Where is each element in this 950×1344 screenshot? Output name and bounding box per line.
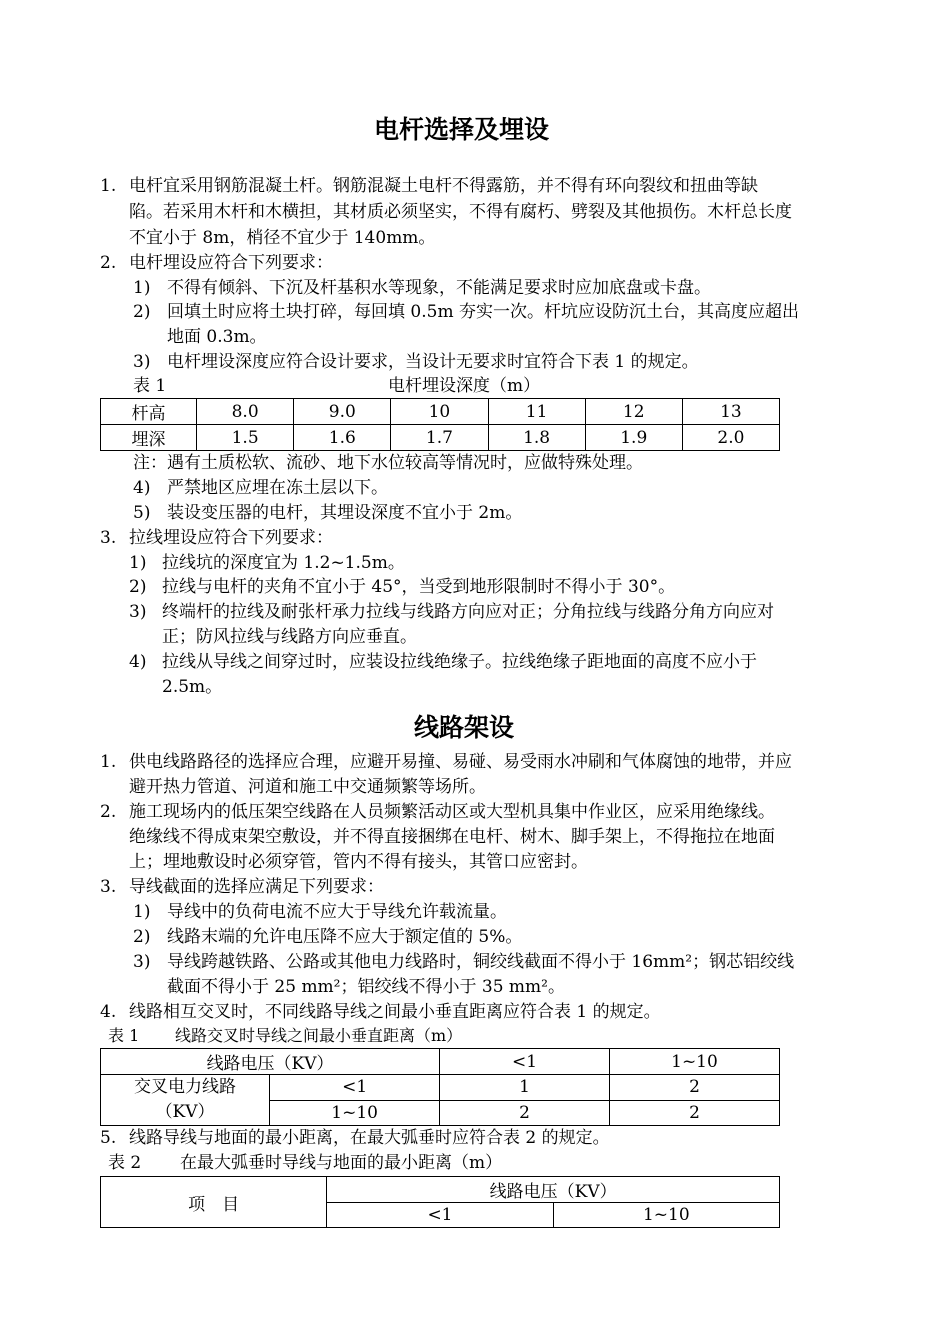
s1-item3-sub2-num: 2) bbox=[129, 577, 147, 597]
table3-label: 表 2 bbox=[108, 1153, 142, 1173]
table3-subheader-cell: <1 bbox=[327, 1203, 553, 1228]
s1-item2-sub4-num: 4) bbox=[133, 478, 151, 498]
s2-item3-sub3-line1: 导线跨越铁路、公路或其他电力线路时，铜绞线截面不得小于 16mm²；钢芯铝绞线 bbox=[167, 952, 795, 972]
table1-cell: 杆高 bbox=[101, 399, 197, 425]
s1-item1-line2: 陷。若采用木杆和木横担，其材质必须坚实，不得有腐朽、劈裂及其他损伤。木杆总长度 bbox=[129, 202, 792, 222]
table1-cell: 12 bbox=[585, 399, 682, 425]
s1-item3-sub2-text: 拉线与电杆的夹角不宜小于 45°，当受到地形限制时不得小于 30°。 bbox=[162, 577, 676, 597]
s2-item1-line2: 避开热力管道、河道和施工中交通频繁等场所。 bbox=[129, 777, 486, 797]
s2-item3-sub1-text: 导线中的负荷电流不应大于导线允许载流量。 bbox=[167, 902, 507, 922]
s1-item1-num: 1. bbox=[100, 176, 117, 196]
table3-caption: 在最大弧垂时导线与地面的最小距离（m） bbox=[180, 1153, 503, 1173]
s1-item1-line1: 电杆宜采用钢筋混凝土杆。钢筋混凝土电杆不得露筋，并不得有环向裂纹和扭曲等缺 bbox=[129, 176, 758, 196]
s1-item3-sub3-num: 3) bbox=[129, 602, 147, 622]
table1-note: 注：遇有土质松软、流砂、地下水位较高等情况时，应做特殊处理。 bbox=[133, 453, 643, 473]
s1-item2-sub3-num: 3) bbox=[133, 352, 151, 372]
table2-cell: 2 bbox=[609, 1075, 779, 1101]
table1-row bbox=[101, 399, 780, 425]
table1-cell: 1.9 bbox=[585, 425, 682, 451]
s1-item3-sub4-line2: 2.5m。 bbox=[162, 677, 223, 697]
s1-item2-sub3-text: 电杆埋设深度应符合设计要求，当设计无要求时宜符合下表 1 的规定。 bbox=[167, 352, 699, 372]
s1-item3-sub4-num: 4) bbox=[129, 652, 147, 672]
table2-cell: 1~10 bbox=[270, 1100, 440, 1126]
s1-item2-sub1-num: 1) bbox=[133, 278, 151, 298]
table1-cell: 1.5 bbox=[197, 425, 294, 451]
table3-item-header: 项 目 bbox=[101, 1177, 327, 1228]
table1-cell: 1.6 bbox=[294, 425, 391, 451]
table2-header-row bbox=[101, 1049, 780, 1075]
s1-item2-sub1-text: 不得有倾斜、下沉及杆基积水等现象，不能满足要求时应加底盘或卡盘。 bbox=[167, 278, 711, 298]
table1-label: 表 1 bbox=[133, 376, 167, 396]
s2-item4-num: 4. bbox=[100, 1002, 117, 1022]
s1-item2-sub2-line2: 地面 0.3m。 bbox=[167, 327, 267, 347]
s2-item2-line1: 施工现场内的低压架空线路在人员频繁活动区或大型机具集中作业区，应采用绝缘线。 bbox=[129, 802, 775, 822]
table2-cell: <1 bbox=[270, 1075, 440, 1101]
s1-item3-num: 3. bbox=[100, 528, 117, 548]
s2-item2-line3: 上；埋地敷设时必须穿管，管内不得有接头，其管口应密封。 bbox=[129, 852, 588, 872]
table1-cell: 1.8 bbox=[488, 425, 585, 451]
s2-item3-sub3-num: 3) bbox=[133, 952, 151, 972]
table1-cell: 10 bbox=[391, 399, 488, 425]
s1-item3-sub4-line1: 拉线从导线之间穿过时，应装设拉线绝缘子。拉线绝缘子距地面的高度不应小于 bbox=[162, 652, 757, 672]
table2-label: 表 1 bbox=[108, 1026, 140, 1045]
s1-item1-line3: 不宜小于 8m，梢径不宜少于 140mm。 bbox=[129, 228, 436, 248]
s1-item2-sub4-text: 严禁地区应埋在冻土层以下。 bbox=[167, 478, 388, 498]
table1-row bbox=[101, 425, 780, 451]
table2-row-label-line1: 交叉电力线路 bbox=[134, 1077, 237, 1097]
s2-item3-sub2-text: 线路末端的允许电压降不应大于额定值的 5%。 bbox=[167, 927, 523, 947]
table2-cell: 1 bbox=[440, 1075, 610, 1101]
s1-item3-sub1-num: 1) bbox=[129, 553, 147, 573]
s2-item3-sub2-num: 2) bbox=[133, 927, 151, 947]
table1-cell: 9.0 bbox=[294, 399, 391, 425]
table1-caption: 电杆埋设深度（m） bbox=[388, 376, 541, 396]
table2-row-label bbox=[101, 1075, 270, 1126]
s2-item5-num: 5. bbox=[100, 1128, 117, 1148]
table2-cell: 2 bbox=[440, 1100, 610, 1126]
table1-cell: 13 bbox=[682, 399, 779, 425]
table2-cell: 2 bbox=[609, 1100, 779, 1126]
s1-item2-num: 2. bbox=[100, 253, 117, 273]
table1 bbox=[100, 398, 780, 451]
s2-item5-text: 线路导线与地面的最小距离，在最大弧垂时应符合表 2 的规定。 bbox=[129, 1128, 610, 1148]
s1-item2-sub2-num: 2) bbox=[133, 302, 151, 322]
table3-header-row bbox=[101, 1177, 780, 1203]
table2-caption: 线路交叉时导线之间最小垂直距离（m） bbox=[175, 1026, 463, 1045]
table2-header-cell: 1~10 bbox=[609, 1049, 779, 1075]
table2-row-label-line2: （KV） bbox=[155, 1102, 215, 1122]
table2-header-cell: 线路电压（KV） bbox=[101, 1049, 440, 1075]
table1-cell: 埋深 bbox=[101, 425, 197, 451]
section2-title: 线路架设 bbox=[414, 713, 515, 742]
s2-item2-line2: 绝缘线不得成束架空敷设，并不得直接捆绑在电杆、树木、脚手架上，不得拖拉在地面 bbox=[129, 827, 775, 847]
s1-item2-text: 电杆埋设应符合下列要求： bbox=[129, 253, 333, 273]
s1-item3-sub3-line2: 正；防风拉线与线路方向应垂直。 bbox=[162, 627, 417, 647]
s1-item2-sub5-text: 装设变压器的电杆，其埋设深度不宜小于 2m。 bbox=[167, 503, 523, 523]
s1-item3-sub1-text: 拉线坑的深度宜为 1.2~1.5m。 bbox=[162, 553, 405, 573]
s1-item3-text: 拉线埋设应符合下列要求： bbox=[129, 528, 333, 548]
s1-item3-sub3-line1: 终端杆的拉线及耐张杆承力拉线与线路方向应对正；分角拉线与线路分角方向应对 bbox=[162, 602, 774, 622]
s2-item2-num: 2. bbox=[100, 802, 117, 822]
s1-item2-sub5-num: 5) bbox=[133, 503, 151, 523]
table2 bbox=[100, 1048, 780, 1126]
s1-item2-sub2-line1: 回填土时应将土块打碎，每回填 0.5m 夯实一次。杆坑应设防沉土台，其高度应超出 bbox=[167, 302, 799, 322]
table2-row bbox=[101, 1075, 780, 1101]
table3-voltage-header: 线路电压（KV） bbox=[327, 1177, 780, 1203]
s2-item4-text: 线路相互交叉时，不同线路导线之间最小垂直距离应符合表 1 的规定。 bbox=[129, 1002, 661, 1022]
s2-item1-line1: 供电线路路径的选择应合理，应避开易撞、易碰、易受雨水冲刷和气体腐蚀的地带，并应 bbox=[129, 752, 792, 772]
table1-cell: 8.0 bbox=[197, 399, 294, 425]
s2-item3-sub3-line2: 截面不得小于 25 mm²；铝绞线不得小于 35 mm²。 bbox=[167, 977, 565, 997]
s2-item1-num: 1. bbox=[100, 752, 117, 772]
s2-item3-sub1-num: 1) bbox=[133, 902, 151, 922]
table3-subheader-cell: 1~10 bbox=[553, 1203, 779, 1228]
table3 bbox=[100, 1176, 780, 1228]
section1-title: 电杆选择及埋设 bbox=[374, 115, 550, 144]
s2-item3-num: 3. bbox=[100, 877, 117, 897]
s2-item3-text: 导线截面的选择应满足下列要求： bbox=[129, 877, 384, 897]
table1-cell: 1.7 bbox=[391, 425, 488, 451]
table1-cell: 2.0 bbox=[682, 425, 779, 451]
table2-header-cell: <1 bbox=[440, 1049, 610, 1075]
table1-cell: 11 bbox=[488, 399, 585, 425]
